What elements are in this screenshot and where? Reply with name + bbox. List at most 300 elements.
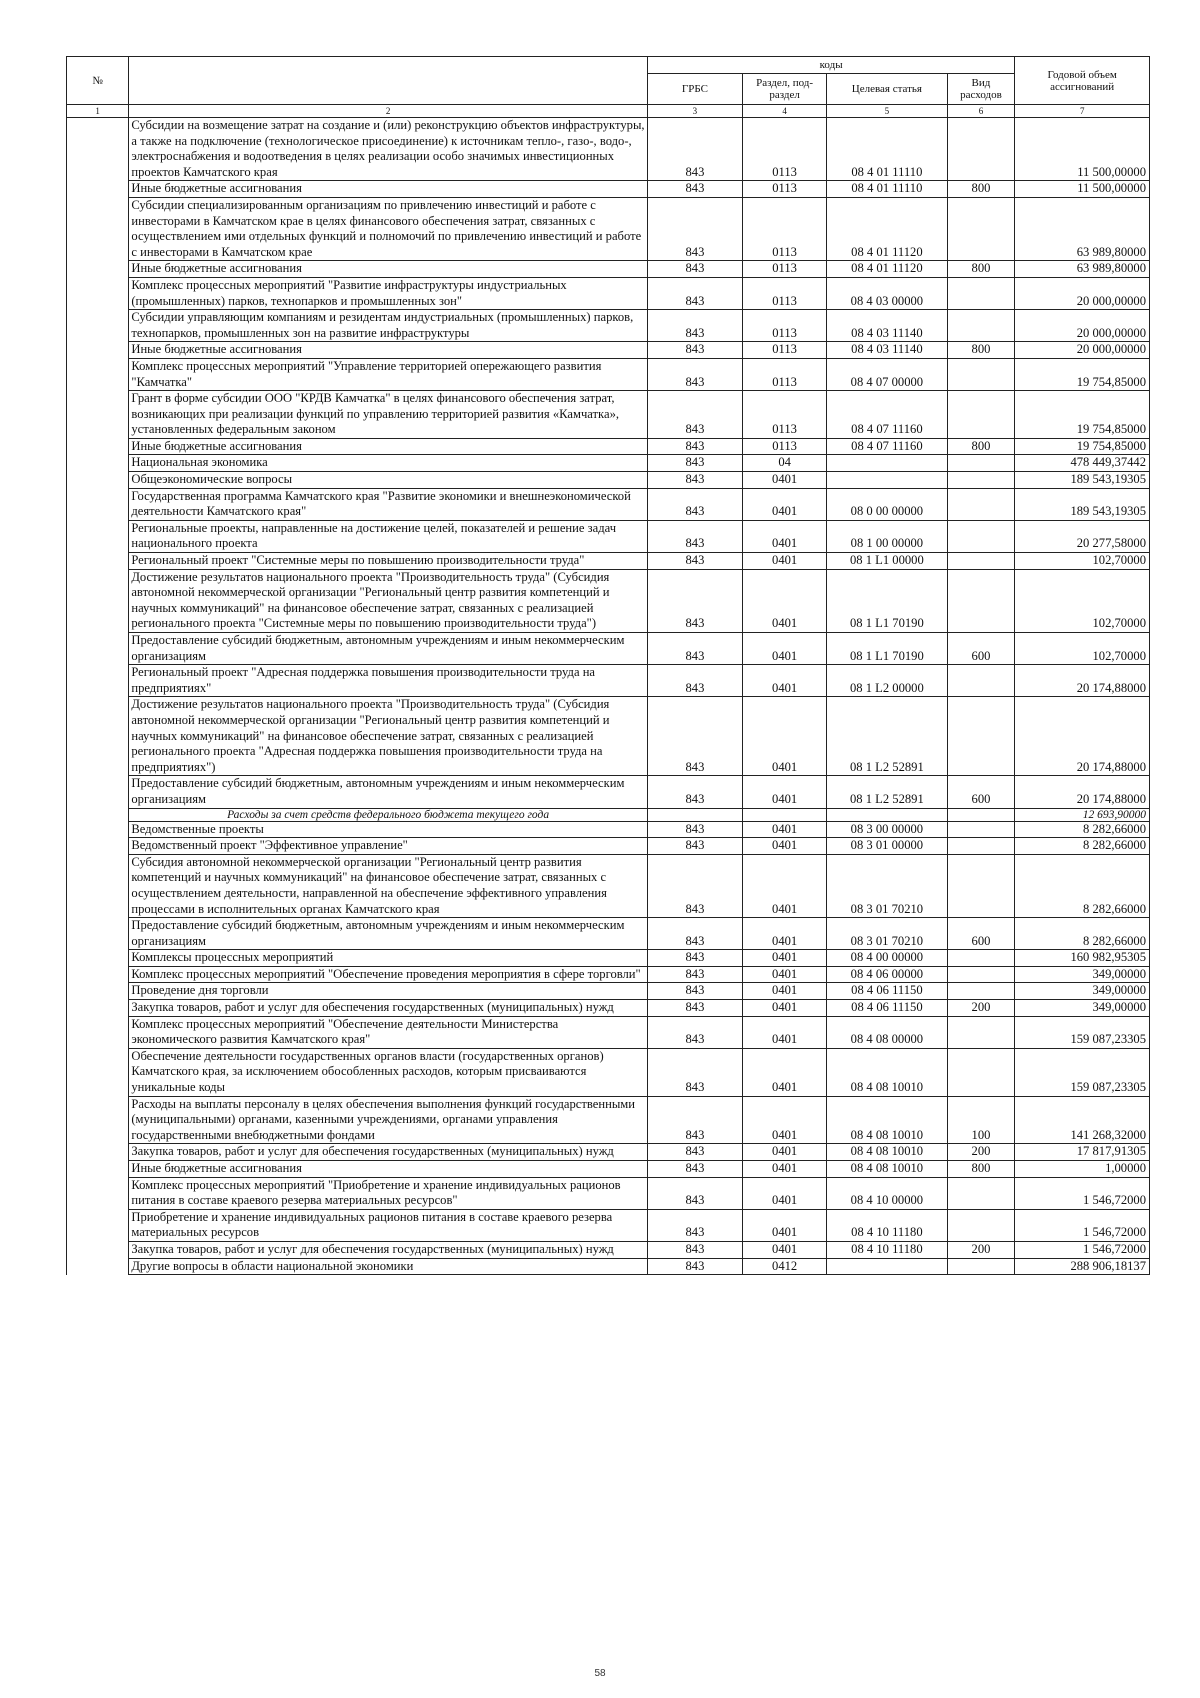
- cell-section: 0401: [743, 1048, 827, 1096]
- cell-grbs: 843: [647, 1048, 742, 1096]
- cell-name: Комплекс процессных мероприятий "Обеспечение проведения мероприятия в сфере торговли": [129, 966, 648, 983]
- cell-target: 08 4 06 11150: [827, 1000, 947, 1017]
- cell-target: 08 4 03 11140: [827, 310, 947, 342]
- cell-amount: 20 000,00000: [1015, 342, 1150, 359]
- cell-name: Ведомственный проект "Эффективное управление": [129, 838, 648, 855]
- cell-exptype: [947, 1258, 1015, 1275]
- cell-amount: 478 449,37442: [1015, 455, 1150, 472]
- cell-name: Региональный проект "Системные меры по повышению производительности труда": [129, 553, 648, 570]
- cell-section: 0401: [743, 488, 827, 520]
- cell-number: [67, 438, 129, 455]
- cell-name: Иные бюджетные ассигнования: [129, 181, 648, 198]
- cell-number: [67, 277, 129, 309]
- cell-amount: 63 989,80000: [1015, 197, 1150, 260]
- cell-section: 0113: [743, 277, 827, 309]
- cell-grbs: 843: [647, 472, 742, 489]
- header-index-6: 6: [947, 105, 1015, 118]
- cell-amount: 20 174,88000: [1015, 665, 1150, 697]
- cell-target: 08 3 01 00000: [827, 838, 947, 855]
- cell-number: [67, 821, 129, 838]
- cell-exptype: 600: [947, 776, 1015, 808]
- cell-name: Региональные проекты, направленные на достижение целей, показателей и решение задач национального проекта: [129, 520, 648, 552]
- cell-amount: 63 989,80000: [1015, 261, 1150, 278]
- cell-amount: 1 546,72000: [1015, 1209, 1150, 1241]
- table-row: [67, 1177, 1150, 1209]
- cell-amount: 102,70000: [1015, 553, 1150, 570]
- cell-grbs: 843: [647, 1258, 742, 1275]
- cell-grbs: 843: [647, 665, 742, 697]
- cell-number: [67, 197, 129, 260]
- table-row: [67, 1016, 1150, 1048]
- cell-number: [67, 1144, 129, 1161]
- cell-target: 08 4 03 00000: [827, 277, 947, 309]
- cell-exptype: [947, 1209, 1015, 1241]
- budget-table: [66, 56, 1150, 1275]
- header-section: Раздел, под- раздел: [743, 74, 827, 105]
- cell-section: 0113: [743, 197, 827, 260]
- cell-amount: 20 174,88000: [1015, 776, 1150, 808]
- cell-amount: 189 543,19305: [1015, 488, 1150, 520]
- cell-number: [67, 808, 129, 821]
- cell-grbs: 843: [647, 918, 742, 950]
- cell-amount: 160 982,95305: [1015, 950, 1150, 967]
- cell-amount: 19 754,85000: [1015, 391, 1150, 439]
- cell-amount: 8 282,66000: [1015, 854, 1150, 917]
- cell-grbs: 843: [647, 277, 742, 309]
- header-index-7: 7: [1015, 105, 1150, 118]
- table-row: [67, 488, 1150, 520]
- cell-grbs: 843: [647, 1177, 742, 1209]
- cell-grbs: 843: [647, 776, 742, 808]
- table-row: [67, 1000, 1150, 1017]
- table-row: [67, 983, 1150, 1000]
- cell-exptype: 100: [947, 1096, 1015, 1144]
- cell-number: [67, 776, 129, 808]
- cell-exptype: [947, 310, 1015, 342]
- cell-target: 08 4 06 11150: [827, 983, 947, 1000]
- table-row: [67, 854, 1150, 917]
- cell-amount: 349,00000: [1015, 966, 1150, 983]
- cell-exptype: [947, 966, 1015, 983]
- cell-exptype: [947, 1016, 1015, 1048]
- cell-exptype: [947, 983, 1015, 1000]
- cell-number: [67, 553, 129, 570]
- cell-section: 0401: [743, 472, 827, 489]
- cell-section: 0113: [743, 310, 827, 342]
- table-row: [67, 808, 1150, 821]
- cell-target: 08 4 10 00000: [827, 1177, 947, 1209]
- cell-amount: 102,70000: [1015, 569, 1150, 632]
- cell-amount: 102,70000: [1015, 633, 1150, 665]
- cell-amount: 1,00000: [1015, 1161, 1150, 1178]
- header-index-2: 2: [129, 105, 648, 118]
- cell-section: 0113: [743, 181, 827, 198]
- cell-exptype: [947, 118, 1015, 181]
- cell-name: Общеэкономические вопросы: [129, 472, 648, 489]
- cell-grbs: 843: [647, 520, 742, 552]
- header-index-4: 4: [743, 105, 827, 118]
- cell-grbs: 843: [647, 1209, 742, 1241]
- cell-section: 0401: [743, 1096, 827, 1144]
- table-row: [67, 358, 1150, 390]
- cell-number: [67, 1096, 129, 1144]
- cell-grbs: 843: [647, 838, 742, 855]
- cell-exptype: [947, 391, 1015, 439]
- cell-amount: 20 000,00000: [1015, 310, 1150, 342]
- cell-name: Грант в форме субсидии ООО "КРДВ Камчатка" в целях финансового обеспечения затрат, возникающих при реализации функций по управлению территорией развития «Камчатка», установленных федеральным законом: [129, 391, 648, 439]
- cell-target: [827, 472, 947, 489]
- cell-amount: 19 754,85000: [1015, 358, 1150, 390]
- cell-number: [67, 391, 129, 439]
- header-grbs: ГРБС: [647, 74, 742, 105]
- table-row: [67, 181, 1150, 198]
- table-body: [67, 118, 1150, 1275]
- cell-exptype: [947, 358, 1015, 390]
- cell-name: Предоставление субсидий бюджетным, автономным учреждениям и иным некоммерческим организациям: [129, 633, 648, 665]
- cell-section: 0401: [743, 983, 827, 1000]
- table-row: [67, 697, 1150, 776]
- table-row: [67, 1209, 1150, 1241]
- cell-grbs: 843: [647, 1144, 742, 1161]
- cell-target: 08 1 L1 00000: [827, 553, 947, 570]
- cell-amount: 12 693,90000: [1015, 808, 1150, 821]
- cell-section: 0401: [743, 918, 827, 950]
- cell-amount: 8 282,66000: [1015, 918, 1150, 950]
- cell-name: Закупка товаров, работ и услуг для обеспечения государственных (муниципальных) нужд: [129, 1144, 648, 1161]
- cell-number: [67, 342, 129, 359]
- header-amount: Годовой объем ассигнований: [1015, 57, 1150, 105]
- cell-exptype: 800: [947, 261, 1015, 278]
- cell-target: 08 4 01 11110: [827, 181, 947, 198]
- cell-section: 0401: [743, 520, 827, 552]
- table-row: [67, 391, 1150, 439]
- cell-number: [67, 118, 129, 181]
- cell-target: 08 1 00 00000: [827, 520, 947, 552]
- cell-section: 0401: [743, 966, 827, 983]
- cell-amount: 20 174,88000: [1015, 697, 1150, 776]
- cell-name: Субсидии специализированным организациям по привлечению инвестиций и работе с инвесторами в Камчатском крае в целях финансового обеспечения затрат, связанных с осуществлением ими отдельных функций и полномочий по привлечению инвестиций и работе с инвесторами в Камчатском крае: [129, 197, 648, 260]
- table-row: [67, 553, 1150, 570]
- cell-grbs: 843: [647, 697, 742, 776]
- cell-grbs: 843: [647, 438, 742, 455]
- cell-exptype: [947, 697, 1015, 776]
- cell-number: [67, 1000, 129, 1017]
- cell-exptype: [947, 488, 1015, 520]
- cell-amount: 1 546,72000: [1015, 1241, 1150, 1258]
- cell-exptype: [947, 1177, 1015, 1209]
- cell-name: Ведомственные проекты: [129, 821, 648, 838]
- cell-number: [67, 488, 129, 520]
- cell-target: 08 4 01 11110: [827, 118, 947, 181]
- cell-name: Субсидии управляющим компаниям и резидентам индустриальных (промышленных) парков, технопарков, промышленных зон на развитие инфраструктуры: [129, 310, 648, 342]
- cell-name: Субсидия автономной некоммерческой организации "Региональный центр развития компетенций и научных коммуникаций" на финансовое обеспечение затрат, связанных с осуществлением деятельности, направленной на обеспечение эффективного управления процессами в исполнительных органах Камчатского края: [129, 854, 648, 917]
- cell-exptype: [947, 854, 1015, 917]
- cell-target: 08 4 08 10010: [827, 1144, 947, 1161]
- cell-section: 0401: [743, 1209, 827, 1241]
- cell-number: [67, 520, 129, 552]
- cell-amount: 159 087,23305: [1015, 1048, 1150, 1096]
- cell-exptype: [947, 472, 1015, 489]
- cell-name: Комплекс процессных мероприятий "Обеспечение деятельности Министерства экономического развития Камчатского края": [129, 1016, 648, 1048]
- cell-name: Комплекс процессных мероприятий "Развитие инфраструктуры индустриальных (промышленных) парков, технопарков и промышленных зон": [129, 277, 648, 309]
- cell-target: 08 4 08 10010: [827, 1161, 947, 1178]
- header-number: №: [67, 57, 129, 105]
- table-row: [67, 118, 1150, 181]
- cell-exptype: 800: [947, 438, 1015, 455]
- cell-section: 0401: [743, 1177, 827, 1209]
- table-row: [67, 197, 1150, 260]
- cell-target: [827, 455, 947, 472]
- cell-target: 08 3 00 00000: [827, 821, 947, 838]
- cell-section: 0401: [743, 1000, 827, 1017]
- cell-name: Закупка товаров, работ и услуг для обеспечения государственных (муниципальных) нужд: [129, 1000, 648, 1017]
- cell-section: 0401: [743, 665, 827, 697]
- cell-amount: 141 268,32000: [1015, 1096, 1150, 1144]
- cell-exptype: 800: [947, 1161, 1015, 1178]
- cell-number: [67, 665, 129, 697]
- cell-number: [67, 569, 129, 632]
- cell-number: [67, 838, 129, 855]
- cell-target: 08 3 01 70210: [827, 918, 947, 950]
- cell-amount: 8 282,66000: [1015, 821, 1150, 838]
- cell-grbs: 843: [647, 950, 742, 967]
- cell-number: [67, 472, 129, 489]
- cell-grbs: 843: [647, 391, 742, 439]
- cell-name: Комплекс процессных мероприятий "Приобретение и хранение индивидуальных рационов питания в составе краевого резерва материальных ресурсов": [129, 1177, 648, 1209]
- cell-grbs: 843: [647, 1241, 742, 1258]
- cell-section: 0113: [743, 342, 827, 359]
- cell-target: 08 3 01 70210: [827, 854, 947, 917]
- cell-name: Проведение дня торговли: [129, 983, 648, 1000]
- cell-section: 0401: [743, 821, 827, 838]
- cell-section: 0401: [743, 1161, 827, 1178]
- header-index-1: 1: [67, 105, 129, 118]
- cell-section: 0401: [743, 854, 827, 917]
- table-row: [67, 1241, 1150, 1258]
- cell-name: Иные бюджетные ассигнования: [129, 342, 648, 359]
- cell-grbs: 843: [647, 983, 742, 1000]
- table-row: [67, 665, 1150, 697]
- cell-number: [67, 1048, 129, 1096]
- cell-section: 0113: [743, 438, 827, 455]
- cell-section: 0401: [743, 1241, 827, 1258]
- cell-number: [67, 1177, 129, 1209]
- cell-number: [67, 310, 129, 342]
- cell-target: 08 4 07 11160: [827, 438, 947, 455]
- cell-name: Расходы за счет средств федерального бюджета текущего года: [129, 808, 648, 821]
- table-row: [67, 310, 1150, 342]
- cell-section: 0113: [743, 118, 827, 181]
- cell-target: 08 1 L2 00000: [827, 665, 947, 697]
- header-target: Целевая статья: [827, 74, 947, 105]
- cell-grbs: 843: [647, 569, 742, 632]
- table-row: [67, 966, 1150, 983]
- cell-grbs: 843: [647, 821, 742, 838]
- cell-exptype: [947, 569, 1015, 632]
- cell-number: [67, 1161, 129, 1178]
- table-row: [67, 950, 1150, 967]
- cell-amount: 17 817,91305: [1015, 1144, 1150, 1161]
- cell-name: Закупка товаров, работ и услуг для обеспечения государственных (муниципальных) нужд: [129, 1241, 648, 1258]
- cell-grbs: 843: [647, 553, 742, 570]
- cell-section: 0401: [743, 950, 827, 967]
- cell-name: Предоставление субсидий бюджетным, автономным учреждениям и иным некоммерческим организациям: [129, 776, 648, 808]
- cell-grbs: 843: [647, 488, 742, 520]
- cell-target: 08 4 07 11160: [827, 391, 947, 439]
- cell-number: [67, 1258, 129, 1275]
- cell-number: [67, 966, 129, 983]
- table-row: [67, 277, 1150, 309]
- cell-section: 0401: [743, 569, 827, 632]
- cell-target: [827, 808, 947, 821]
- table-row: [67, 1161, 1150, 1178]
- cell-exptype: 800: [947, 181, 1015, 198]
- cell-exptype: [947, 277, 1015, 309]
- cell-amount: 11 500,00000: [1015, 118, 1150, 181]
- cell-grbs: 843: [647, 261, 742, 278]
- cell-name: Государственная программа Камчатского края "Развитие экономики и внешнеэкономической деятельности Камчатского края": [129, 488, 648, 520]
- cell-name: Обеспечение деятельности государственных органов власти (государственных органов) Камчатского края, за исключением обособленных расходов, которым присваиваются уникальные коды: [129, 1048, 648, 1096]
- cell-name: Национальная экономика: [129, 455, 648, 472]
- header-index-5: 5: [827, 105, 947, 118]
- cell-exptype: 200: [947, 1241, 1015, 1258]
- cell-name: Расходы на выплаты персоналу в целях обеспечения выполнения функций государственными (муниципальными) органами, казенными учреждениями, органами управления государственными внебюджетными фондами: [129, 1096, 648, 1144]
- cell-number: [67, 854, 129, 917]
- cell-section: 0401: [743, 776, 827, 808]
- table-row: [67, 438, 1150, 455]
- cell-name: Достижение результатов национального проекта "Производительность труда" (Субсидия автономной некоммерческой организации "Региональный центр развития компетенций и научных коммуникаций" на финансовое обеспечение затрат, связанных с реализацией регионального проекта "Системные меры по повышению производительности труда"): [129, 569, 648, 632]
- cell-number: [67, 1209, 129, 1241]
- cell-section: 0113: [743, 391, 827, 439]
- cell-grbs: 843: [647, 854, 742, 917]
- table-row: [67, 520, 1150, 552]
- cell-number: [67, 983, 129, 1000]
- cell-amount: 288 906,18137: [1015, 1258, 1150, 1275]
- cell-target: 08 1 L1 70190: [827, 569, 947, 632]
- cell-grbs: [647, 808, 742, 821]
- cell-target: 08 4 08 00000: [827, 1016, 947, 1048]
- page-number: 58: [594, 1668, 606, 1679]
- cell-target: 08 4 03 11140: [827, 342, 947, 359]
- cell-name: Другие вопросы в области национальной экономики: [129, 1258, 648, 1275]
- table-row: [67, 342, 1150, 359]
- cell-name: Иные бюджетные ассигнования: [129, 438, 648, 455]
- cell-grbs: 843: [647, 966, 742, 983]
- cell-exptype: [947, 520, 1015, 552]
- cell-exptype: 200: [947, 1000, 1015, 1017]
- cell-amount: 11 500,00000: [1015, 181, 1150, 198]
- table-row: [67, 1144, 1150, 1161]
- cell-name: Иные бюджетные ассигнования: [129, 261, 648, 278]
- cell-grbs: 843: [647, 358, 742, 390]
- cell-exptype: [947, 553, 1015, 570]
- cell-section: 0401: [743, 633, 827, 665]
- table-row: [67, 569, 1150, 632]
- cell-amount: 19 754,85000: [1015, 438, 1150, 455]
- cell-target: 08 4 10 11180: [827, 1209, 947, 1241]
- cell-number: [67, 633, 129, 665]
- table-row: [67, 776, 1150, 808]
- cell-target: 08 4 00 00000: [827, 950, 947, 967]
- cell-section: 0412: [743, 1258, 827, 1275]
- cell-section: 0401: [743, 838, 827, 855]
- cell-section: 0401: [743, 1144, 827, 1161]
- cell-target: 08 0 00 00000: [827, 488, 947, 520]
- cell-exptype: [947, 808, 1015, 821]
- cell-grbs: 843: [647, 1161, 742, 1178]
- cell-section: [743, 808, 827, 821]
- cell-number: [67, 950, 129, 967]
- cell-amount: 20 000,00000: [1015, 277, 1150, 309]
- cell-number: [67, 358, 129, 390]
- cell-number: [67, 1016, 129, 1048]
- header-codes: коды: [647, 57, 1015, 74]
- cell-amount: 1 546,72000: [1015, 1177, 1150, 1209]
- cell-grbs: 843: [647, 455, 742, 472]
- cell-number: [67, 181, 129, 198]
- cell-name: Приобретение и хранение индивидуальных рационов питания в составе краевого резерва материальных ресурсов: [129, 1209, 648, 1241]
- cell-name: Достижение результатов национального проекта "Производительность труда" (Субсидия автономной некоммерческой организации "Региональный центр развития компетенций и научных коммуникаций" на финансовое обеспечение затрат, связанных с реализацией регионального проекта "Адресная поддержка повышения производительности труда на предприятиях"): [129, 697, 648, 776]
- table-row: [67, 838, 1150, 855]
- header-index-3: 3: [647, 105, 742, 118]
- header-name: [129, 57, 648, 105]
- cell-name: Региональный проект "Адресная поддержка повышения производительности труда на предприятиях": [129, 665, 648, 697]
- cell-target: 08 1 L1 70190: [827, 633, 947, 665]
- cell-exptype: 600: [947, 918, 1015, 950]
- cell-exptype: 600: [947, 633, 1015, 665]
- cell-grbs: 843: [647, 633, 742, 665]
- table-row: [67, 261, 1150, 278]
- header-exptype: Вид расходов: [947, 74, 1015, 105]
- cell-amount: 159 087,23305: [1015, 1016, 1150, 1048]
- cell-exptype: [947, 197, 1015, 260]
- cell-target: 08 4 06 00000: [827, 966, 947, 983]
- cell-grbs: 843: [647, 310, 742, 342]
- cell-target: 08 4 08 10010: [827, 1048, 947, 1096]
- cell-grbs: 843: [647, 181, 742, 198]
- cell-section: 0113: [743, 261, 827, 278]
- cell-name: Субсидии на возмещение затрат на создание и (или) реконструкцию объектов инфраструктуры, а также на подключение (технологическое присоединение) к источникам тепло-, газо-, водо-, электроснабжения и водоотведения в целях реализации особо значимых инвестиционных проектов Камчатского края: [129, 118, 648, 181]
- cell-name: Предоставление субсидий бюджетным, автономным учреждениям и иным некоммерческим организациям: [129, 918, 648, 950]
- cell-exptype: [947, 821, 1015, 838]
- cell-section: 0113: [743, 358, 827, 390]
- budget-table-sheet: [66, 56, 1150, 1275]
- cell-grbs: 843: [647, 1096, 742, 1144]
- cell-section: 0401: [743, 553, 827, 570]
- table-row: [67, 455, 1150, 472]
- cell-target: 08 4 10 11180: [827, 1241, 947, 1258]
- cell-grbs: 843: [647, 1000, 742, 1017]
- cell-section: 0401: [743, 1016, 827, 1048]
- table-row: [67, 821, 1150, 838]
- cell-amount: 349,00000: [1015, 1000, 1150, 1017]
- table-row: [67, 918, 1150, 950]
- cell-grbs: 843: [647, 197, 742, 260]
- cell-target: 08 4 07 00000: [827, 358, 947, 390]
- table-row: [67, 1048, 1150, 1096]
- cell-target: 08 1 L2 52891: [827, 697, 947, 776]
- cell-grbs: 843: [647, 118, 742, 181]
- cell-target: 08 4 01 11120: [827, 197, 947, 260]
- cell-number: [67, 918, 129, 950]
- cell-exptype: [947, 950, 1015, 967]
- cell-number: [67, 1241, 129, 1258]
- cell-name: Иные бюджетные ассигнования: [129, 1161, 648, 1178]
- cell-section: 0401: [743, 697, 827, 776]
- cell-section: 04: [743, 455, 827, 472]
- table-row: [67, 472, 1150, 489]
- cell-amount: 349,00000: [1015, 983, 1150, 1000]
